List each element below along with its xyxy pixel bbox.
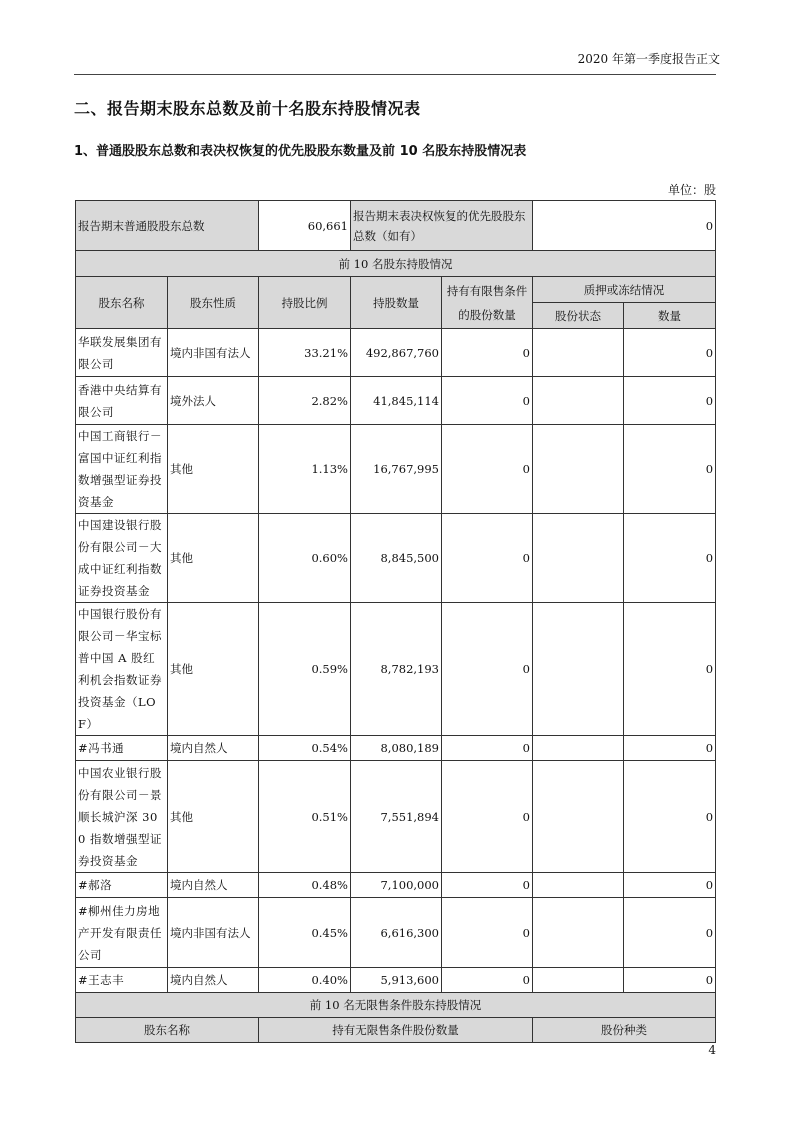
row-shares: 8,845,500 <box>351 514 442 603</box>
row-pledge-status <box>533 603 624 736</box>
table-row <box>76 898 716 968</box>
table-row <box>76 968 716 993</box>
row-pledge-status <box>533 761 624 873</box>
row-pledge-status <box>533 329 624 377</box>
common-holders-label: 报告期末普通股股东总数 <box>76 201 259 251</box>
row-shares: 16,767,995 <box>351 425 442 514</box>
row-pledge-status <box>533 736 624 761</box>
row-name: 中国建设银行股份有限公司－大成中证红利指数证券投资基金 <box>76 514 168 603</box>
row-restricted: 0 <box>442 736 533 761</box>
row-restricted: 0 <box>442 329 533 377</box>
row-nature: 境外法人 <box>168 377 259 425</box>
col-shares: 持股数量 <box>351 277 442 329</box>
row-pledge-status <box>533 898 624 968</box>
col-nature: 股东性质 <box>168 277 259 329</box>
row-nature: 其他 <box>168 761 259 873</box>
table-row <box>76 514 716 603</box>
table-row <box>76 425 716 514</box>
subsection-title: 1、普通股股东总数和表决权恢复的优先股股东数量及前 10 名股东持股情况表 <box>74 144 527 159</box>
unit-label: 单位：股 <box>667 183 716 197</box>
table-row <box>76 329 716 377</box>
row-name: #郝洛 <box>76 873 168 898</box>
row-pledge-status <box>533 514 624 603</box>
row-pledge-status <box>533 377 624 425</box>
row-pledge-qty: 0 <box>624 968 716 993</box>
col-name: 股东名称 <box>76 277 168 329</box>
table-row <box>76 736 716 761</box>
row-ratio: 0.54% <box>259 736 351 761</box>
col-pledge-status: 股份状态 <box>533 303 624 329</box>
row-restricted: 0 <box>442 603 533 736</box>
preferred-holders-value: 0 <box>533 201 716 251</box>
row-shares: 8,782,193 <box>351 603 442 736</box>
row-pledge-status <box>533 425 624 514</box>
top10-title-row <box>76 251 716 277</box>
row-ratio: 0.59% <box>259 603 351 736</box>
row-pledge-status <box>533 968 624 993</box>
row-ratio: 33.21% <box>259 329 351 377</box>
row-pledge-status <box>533 873 624 898</box>
row-restricted: 0 <box>442 425 533 514</box>
row-ratio: 0.45% <box>259 898 351 968</box>
unrestricted-col-type: 股份种类 <box>533 1018 716 1043</box>
column-header-row <box>76 277 716 303</box>
row-ratio: 2.82% <box>259 377 351 425</box>
unrestricted-col-qty: 持有无限售条件股份数量 <box>259 1018 533 1043</box>
row-pledge-qty: 0 <box>624 514 716 603</box>
shareholder-table <box>75 200 716 1043</box>
row-pledge-qty: 0 <box>624 377 716 425</box>
table-row <box>76 377 716 425</box>
row-shares: 7,551,894 <box>351 761 442 873</box>
row-name: #冯书通 <box>76 736 168 761</box>
row-pledge-qty: 0 <box>624 736 716 761</box>
row-pledge-qty: 0 <box>624 603 716 736</box>
summary-row <box>76 201 716 251</box>
row-nature: 境内非国有法人 <box>168 329 259 377</box>
row-pledge-qty: 0 <box>624 425 716 514</box>
running-header: 2020 年第一季度报告正文 <box>577 52 720 66</box>
row-restricted: 0 <box>442 514 533 603</box>
row-ratio: 0.60% <box>259 514 351 603</box>
row-shares: 7,100,000 <box>351 873 442 898</box>
col-pledge-qty: 数量 <box>624 303 716 329</box>
row-restricted: 0 <box>442 761 533 873</box>
row-restricted: 0 <box>442 377 533 425</box>
col-pledge-group: 质押或冻结情况 <box>533 277 716 303</box>
row-nature: 境内自然人 <box>168 736 259 761</box>
unrestricted-title: 前 10 名无限售条件股东持股情况 <box>76 993 716 1018</box>
row-pledge-qty: 0 <box>624 761 716 873</box>
row-nature: 其他 <box>168 603 259 736</box>
row-nature: 其他 <box>168 425 259 514</box>
row-pledge-qty: 0 <box>624 329 716 377</box>
preferred-holders-label: 报告期末表决权恢复的优先股股东总数（如有） <box>351 201 533 251</box>
row-restricted: 0 <box>442 968 533 993</box>
row-pledge-qty: 0 <box>624 898 716 968</box>
page-number: 4 <box>708 1043 716 1057</box>
row-nature: 境内自然人 <box>168 968 259 993</box>
col-ratio: 持股比例 <box>259 277 351 329</box>
unrestricted-header-row <box>76 1018 716 1043</box>
row-nature: 境内自然人 <box>168 873 259 898</box>
unrestricted-title-row <box>76 993 716 1018</box>
row-name: 中国工商银行－富国中证红利指数增强型证券投资基金 <box>76 425 168 514</box>
row-name: 中国农业银行股份有限公司－景顺长城沪深 300 指数增强型证券投资基金 <box>76 761 168 873</box>
header-divider <box>74 74 716 75</box>
row-ratio: 0.40% <box>259 968 351 993</box>
col-restricted: 持有有限售条件的股份数量 <box>442 277 533 329</box>
row-name: 中国银行股份有限公司－华宝标普中国 A 股红利机会指数证券投资基金（LOF） <box>76 603 168 736</box>
row-ratio: 0.51% <box>259 761 351 873</box>
row-name: 香港中央结算有限公司 <box>76 377 168 425</box>
row-ratio: 1.13% <box>259 425 351 514</box>
row-name: #柳州佳力房地产开发有限责任公司 <box>76 898 168 968</box>
common-holders-value: 60,661 <box>259 201 351 251</box>
row-shares: 5,913,600 <box>351 968 442 993</box>
row-name: 华联发展集团有限公司 <box>76 329 168 377</box>
top10-title: 前 10 名股东持股情况 <box>76 251 716 277</box>
row-nature: 其他 <box>168 514 259 603</box>
row-nature: 境内非国有法人 <box>168 898 259 968</box>
row-shares: 41,845,114 <box>351 377 442 425</box>
row-name: #王志丰 <box>76 968 168 993</box>
table-row <box>76 761 716 873</box>
table-row <box>76 873 716 898</box>
unrestricted-col-name: 股东名称 <box>76 1018 259 1043</box>
row-pledge-qty: 0 <box>624 873 716 898</box>
row-restricted: 0 <box>442 898 533 968</box>
row-shares: 6,616,300 <box>351 898 442 968</box>
row-shares: 492,867,760 <box>351 329 442 377</box>
row-ratio: 0.48% <box>259 873 351 898</box>
section-title: 二、报告期末股东总数及前十名股东持股情况表 <box>74 99 421 118</box>
row-restricted: 0 <box>442 873 533 898</box>
table-row <box>76 603 716 736</box>
row-shares: 8,080,189 <box>351 736 442 761</box>
